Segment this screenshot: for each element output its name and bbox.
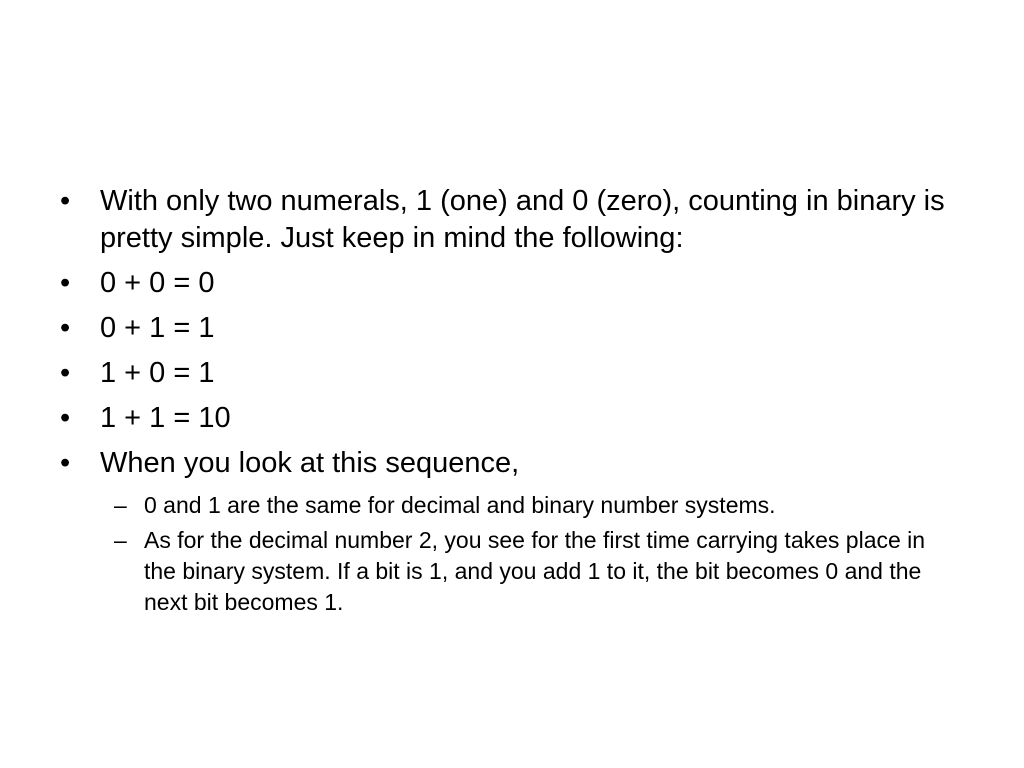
bullet-item (56, 355, 976, 392)
sub-bullet-text: As for the decimal number 2, you see for the first time carrying takes place in the binary system. If a bit is 1, and you add 1 to it, the bit becomes 0 and the next bit becomes 1. (144, 527, 926, 615)
bullet-item (56, 400, 976, 437)
sub-bullet-text: 0 and 1 are the same for decimal and binary number systems. (144, 492, 776, 518)
slide-body (56, 183, 976, 622)
sub-bullet-marker: – (114, 527, 127, 553)
sub-bullet-item (114, 525, 976, 618)
bullet-text: With only two numerals, 1 (one) and 0 (zero), counting in binary is pretty simple. Just keep in mind the following: (100, 185, 945, 254)
bullet-marker: • (60, 267, 71, 299)
bullet-text: 0 + 1 = 1 (100, 312, 215, 344)
bullet-item (56, 183, 976, 257)
bullet-item (56, 265, 976, 302)
sub-bullet-item (114, 490, 976, 521)
sub-bullet-marker: – (114, 492, 127, 518)
bullet-marker: • (60, 357, 71, 389)
bullet-text: 1 + 1 = 10 (100, 402, 231, 434)
bullet-item (56, 445, 976, 482)
bullet-marker: • (60, 402, 71, 434)
bullet-marker: • (60, 312, 71, 344)
bullet-text: 0 + 0 = 0 (100, 267, 215, 299)
bullet-text: 1 + 0 = 1 (100, 357, 215, 389)
bullet-item (56, 310, 976, 347)
bullet-marker: • (60, 185, 71, 217)
bullet-marker: • (60, 447, 71, 479)
bullet-text: When you look at this sequence, (100, 447, 520, 479)
